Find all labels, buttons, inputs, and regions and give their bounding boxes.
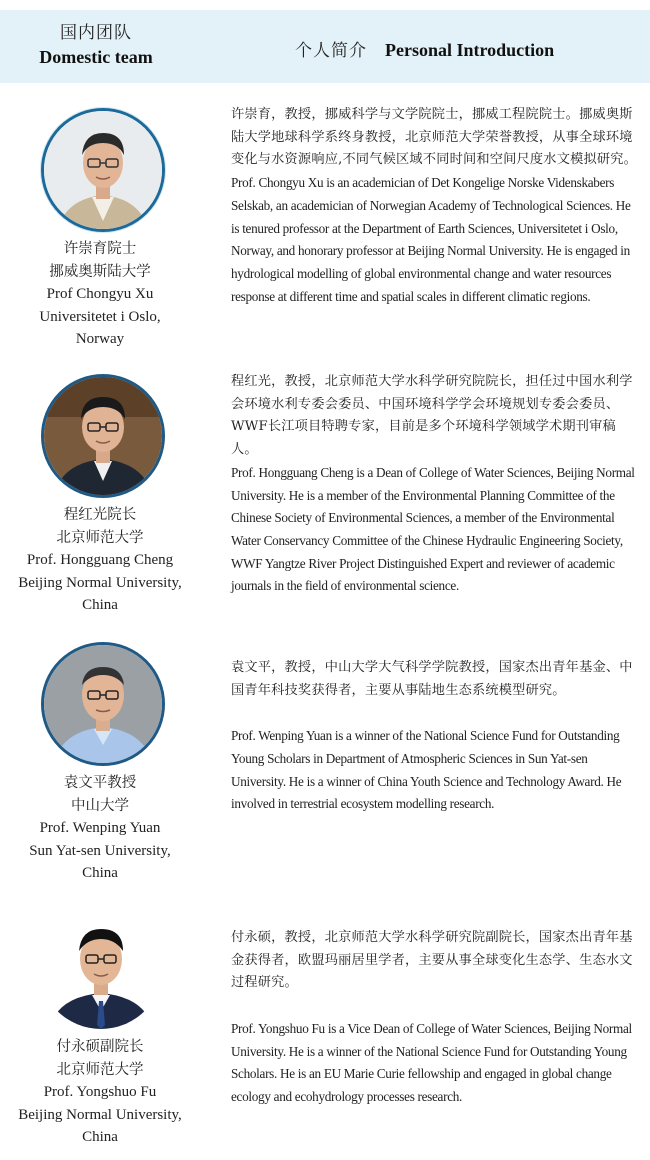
bio-text-zh: 许崇育，教授，挪威科学与文学院院士，挪威工程院院士。挪威奥斯陆大学地球科学系终身教授，北京师范大学荣誉教授，从事全球环境变化与水资源响应,不同气候区域不同时间和空间尺度水文模拟研究。 bbox=[231, 107, 638, 168]
person-org-zh: 北京师范大学 bbox=[56, 529, 144, 546]
portrait-photo bbox=[41, 642, 165, 766]
bio-text-en: Prof. Chongyu Xu is an academician of Det Kongelige Norske Videnskabers Selskab, an academician of Norwegian Academy of Technological Sciences. He is tenured professor at the Department of Earth Sciences, Universitetet i Oslo, Norway, and honorary professor at Beijing Normal University. He is engaged in hydrological modelling of global environmental change and water resources response at different time and spatial scales in different climatic regions. bbox=[231, 175, 631, 304]
person-bio bbox=[231, 657, 641, 816]
person-org-zh: 挪威奥斯陆大学 bbox=[49, 263, 151, 280]
person-bio bbox=[231, 927, 641, 1109]
person-title-zh: 许崇育院士 bbox=[63, 241, 137, 257]
person-org-en-line2: Norway bbox=[75, 331, 125, 347]
person-name-en: Prof. Yongshuo Fu bbox=[43, 1084, 157, 1100]
person-name-en: Prof. Wenping Yuan bbox=[39, 820, 161, 836]
person-org-en-line1: Beijing Normal University, bbox=[18, 574, 182, 591]
personal-introduction-heading-en: Personal Introduction bbox=[385, 40, 555, 60]
person-org-en-line2: China bbox=[82, 1129, 118, 1145]
person-org-en-line2: China bbox=[82, 597, 118, 613]
person-org-zh: 北京师范大学 bbox=[56, 1061, 144, 1078]
person-title-zh: 付永硕副院长 bbox=[56, 1039, 144, 1055]
person-bio bbox=[231, 371, 641, 598]
person-title-zh: 袁文平教授 bbox=[63, 775, 137, 791]
bio-text-en: Prof. Hongguang Cheng is a Dean of College of Water Sciences, Beijing Normal University. He is a member of the Environmental Planning Committee of the Chinese Society of Environmental Sciences, a member of the Environmental Water Conservancy Committee of the Chinese Hydraulic Engineering Society, WWF Yangtze River Project Distinguished Expert and reviewer of academic journals in the field of environmental science. bbox=[231, 464, 635, 594]
bio-text-zh: 付永硕，教授，北京师范大学水科学研究院副院长，国家杰出青年基金获得者，欧盟玛丽居里学者，主要从事全球变化生态学、生态水文过程研究。 bbox=[231, 930, 633, 991]
domestic-team-heading-en: Domestic team bbox=[39, 47, 153, 67]
person-caption bbox=[0, 1036, 200, 1149]
person-name-en: Prof. Hongguang Cheng bbox=[26, 552, 174, 568]
portrait-photo bbox=[41, 108, 165, 232]
person-title-zh: 程红光院长 bbox=[63, 507, 137, 523]
person-name-en: Prof Chongyu Xu bbox=[46, 286, 154, 302]
person-bio bbox=[231, 104, 641, 308]
person-org-en-line2: China bbox=[82, 865, 118, 881]
bio-text-zh: 袁文平，教授，中山大学大气科学学院教授，国家杰出青年基金、中国青年科技奖获得者，主要从事陆地生态系统模型研究。 bbox=[231, 660, 633, 698]
person-org-zh: 中山大学 bbox=[71, 797, 129, 814]
person-caption bbox=[0, 772, 200, 885]
personal-introduction-heading bbox=[295, 36, 554, 61]
paragraph-gap bbox=[231, 702, 641, 725]
domestic-team-heading-zh: 国内团队 bbox=[60, 23, 132, 42]
person-org-en-line1: Sun Yat-sen University, bbox=[29, 842, 171, 859]
bio-text-zh: 程红光，教授，北京师范大学水科学研究院院长，担任过中国水利学会环境水利专委会委员、中国环境科学学会环境规划专委会委员、WWF长江项目特聘专家，目前是多个环境科学领域学术期刊审稿人。 bbox=[231, 374, 633, 458]
person-caption bbox=[0, 238, 200, 351]
header-bar bbox=[0, 10, 650, 83]
domestic-team-heading bbox=[0, 22, 192, 70]
bio-text-en: Prof. Yongshuo Fu is a Vice Dean of College of Water Sciences, Beijing Normal University. He is a winner of the National Science Fund for Outstanding Young Scholars. He is an EU Marie Curie fellowship and engaged in global change ecology and ecohydrology processes research. bbox=[231, 1020, 632, 1104]
person-org-en-line1: Beijing Normal University, bbox=[18, 1106, 182, 1123]
person-caption bbox=[0, 504, 200, 617]
personal-introduction-heading-zh: 个人简介 bbox=[295, 41, 367, 60]
portrait-photo bbox=[41, 374, 165, 498]
paragraph-gap bbox=[231, 995, 641, 1018]
portrait-photo bbox=[39, 905, 163, 1029]
bio-text-en: Prof. Wenping Yuan is a winner of the National Science Fund for Outstanding Young Scholars in Department of Atmospheric Sciences in Sun Yat-sen University. He is a winner of China Youth Science and Technology Award. He involved in terrestrial ecosystem modelling research. bbox=[231, 728, 622, 812]
person-org-en-line1: Universitetet i Oslo, bbox=[39, 308, 161, 325]
